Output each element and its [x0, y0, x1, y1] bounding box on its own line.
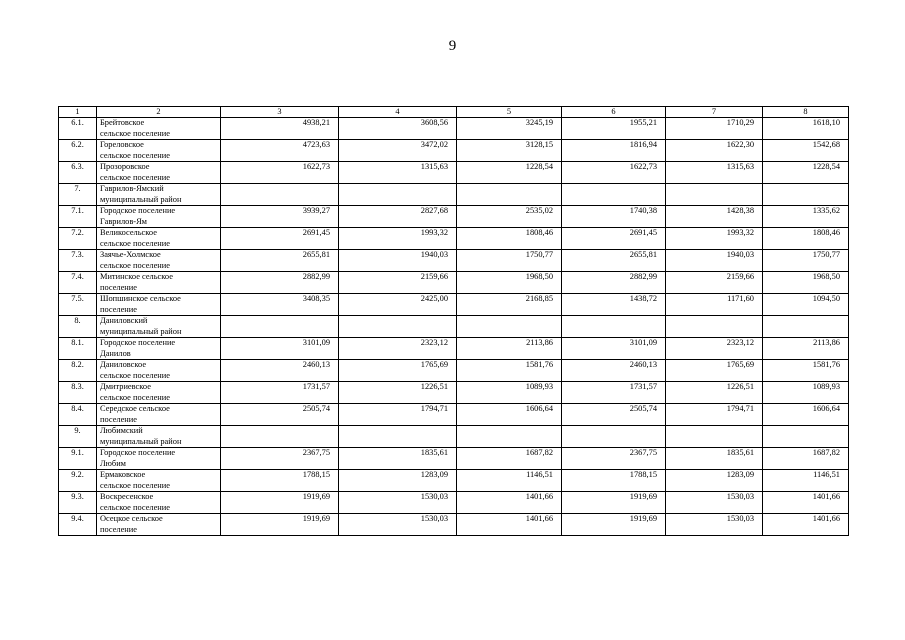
value-cell: 1283,09 [339, 470, 457, 492]
value-cell: 1089,93 [457, 382, 562, 404]
column-header: 2 [97, 107, 221, 118]
column-header: 7 [666, 107, 763, 118]
settlement-name-line: Великосельское [100, 228, 157, 237]
settlement-name-line: Прозоровское [100, 162, 150, 171]
table-row [59, 316, 849, 338]
value-cell: 2460,13 [562, 360, 666, 382]
column-header: 5 [457, 107, 562, 118]
value-cell: 1401,66 [457, 492, 562, 514]
value-cell: 1401,66 [763, 492, 849, 514]
value-cell: 2691,45 [562, 228, 666, 250]
value-cell: 1993,32 [339, 228, 457, 250]
value-cell: 1788,15 [562, 470, 666, 492]
settlement-name-line: Дмитриевское [100, 382, 151, 391]
settlement-name [97, 360, 221, 382]
value-cell: 2168,85 [457, 294, 562, 316]
settlement-name [97, 140, 221, 162]
row-number: 9.3. [59, 492, 97, 514]
settlement-name-line: Брейтовское [100, 118, 145, 127]
settlement-name-line: Городское поселение [100, 448, 176, 457]
value-cell: 1606,64 [457, 404, 562, 426]
column-header: 3 [221, 107, 339, 118]
value-cell: 1089,93 [763, 382, 849, 404]
value-cell: 2691,45 [221, 228, 339, 250]
settlement-name-line: поселение [100, 282, 137, 292]
settlement-name [97, 316, 221, 338]
value-cell: 1919,69 [562, 514, 666, 536]
value-cell: 1940,03 [666, 250, 763, 272]
settlement-name-line: Данилов [100, 348, 131, 358]
row-number: 8.4. [59, 404, 97, 426]
row-number: 7.1. [59, 206, 97, 228]
row-number: 8.3. [59, 382, 97, 404]
value-cell: 1606,64 [763, 404, 849, 426]
value-cell: 3608,56 [339, 118, 457, 140]
value-cell: 3408,35 [221, 294, 339, 316]
value-cell [562, 426, 666, 448]
value-cell: 1530,03 [666, 514, 763, 536]
row-number: 9.1. [59, 448, 97, 470]
value-cell: 1835,61 [339, 448, 457, 470]
value-cell [562, 316, 666, 338]
settlement-name-line: муниципальный район [100, 436, 182, 446]
value-cell: 1794,71 [339, 404, 457, 426]
value-cell: 1542,68 [763, 140, 849, 162]
value-cell: 1146,51 [763, 470, 849, 492]
settlement-name-line: Городское поселение [100, 338, 176, 347]
value-cell: 1731,57 [562, 382, 666, 404]
value-cell: 3128,15 [457, 140, 562, 162]
settlement-name [97, 118, 221, 140]
table-row [59, 206, 849, 228]
settlement-name [97, 228, 221, 250]
row-number: 9.2. [59, 470, 97, 492]
page-number: 9 [448, 38, 457, 54]
value-cell: 1226,51 [339, 382, 457, 404]
value-cell: 1940,03 [339, 250, 457, 272]
settlement-name-line: поселение [100, 524, 137, 534]
value-cell [221, 184, 339, 206]
value-cell: 1094,50 [763, 294, 849, 316]
value-cell: 1228,54 [763, 162, 849, 184]
value-cell: 1710,29 [666, 118, 763, 140]
value-cell [457, 184, 562, 206]
settlement-name-line: сельское поселение [100, 370, 170, 380]
value-cell: 3245,19 [457, 118, 562, 140]
row-number: 9.4. [59, 514, 97, 536]
value-cell: 1171,60 [666, 294, 763, 316]
data-table [58, 106, 849, 536]
value-cell: 1687,82 [457, 448, 562, 470]
value-cell [763, 316, 849, 338]
table-row [59, 140, 849, 162]
settlement-name-line: Ермаковское [100, 470, 146, 479]
value-cell [763, 426, 849, 448]
value-cell [763, 184, 849, 206]
row-number: 6.3. [59, 162, 97, 184]
table-row [59, 250, 849, 272]
value-cell [457, 426, 562, 448]
settlement-name [97, 492, 221, 514]
value-cell: 1788,15 [221, 470, 339, 492]
value-cell: 1750,77 [457, 250, 562, 272]
table-row [59, 514, 849, 536]
settlement-name [97, 448, 221, 470]
value-cell: 1808,46 [457, 228, 562, 250]
value-cell: 1146,51 [457, 470, 562, 492]
table-row [59, 360, 849, 382]
settlement-name [97, 470, 221, 492]
settlement-name [97, 184, 221, 206]
value-cell [339, 184, 457, 206]
value-cell: 2827,68 [339, 206, 457, 228]
value-cell: 2655,81 [221, 250, 339, 272]
settlement-name-line: Городское поселение [100, 206, 176, 215]
value-cell: 2367,75 [221, 448, 339, 470]
value-cell: 1335,62 [763, 206, 849, 228]
value-cell: 1530,03 [666, 492, 763, 514]
value-cell [666, 426, 763, 448]
settlement-name-line: Любимский [100, 426, 143, 435]
value-cell: 1622,30 [666, 140, 763, 162]
value-cell: 1835,61 [666, 448, 763, 470]
value-cell [339, 426, 457, 448]
value-cell: 1618,10 [763, 118, 849, 140]
settlement-name-line: Середское сельское [100, 404, 170, 413]
settlement-name-line: муниципальный район [100, 194, 182, 204]
value-cell [666, 184, 763, 206]
settlement-name-line: Заячье-Холмское [100, 250, 161, 259]
settlement-name-line: сельское поселение [100, 480, 170, 490]
value-cell: 1228,54 [457, 162, 562, 184]
value-cell [457, 316, 562, 338]
row-number: 8. [59, 316, 97, 338]
settlement-name [97, 272, 221, 294]
value-cell: 1919,69 [562, 492, 666, 514]
value-cell: 1765,69 [339, 360, 457, 382]
value-cell: 1438,72 [562, 294, 666, 316]
value-cell: 1315,63 [666, 162, 763, 184]
value-cell: 1816,94 [562, 140, 666, 162]
settlement-name-line: Любим [100, 458, 126, 468]
row-number: 7.4. [59, 272, 97, 294]
value-cell: 2159,66 [339, 272, 457, 294]
settlement-name-line: Митинское сельское [100, 272, 173, 281]
value-cell [221, 316, 339, 338]
settlement-name-line: Гаврилов-Ямский [100, 184, 164, 193]
value-cell: 1731,57 [221, 382, 339, 404]
settlement-name-line: сельское поселение [100, 392, 170, 402]
value-cell: 1993,32 [666, 228, 763, 250]
table-row [59, 338, 849, 360]
row-number: 7. [59, 184, 97, 206]
settlement-name [97, 162, 221, 184]
table-row [59, 382, 849, 404]
settlement-name-line: сельское поселение [100, 260, 170, 270]
settlement-name-line: Гореловское [100, 140, 144, 149]
settlement-name-line: Гаврилов-Ям [100, 216, 147, 226]
value-cell: 2882,99 [562, 272, 666, 294]
row-number: 7.3. [59, 250, 97, 272]
table-row [59, 272, 849, 294]
value-cell: 1750,77 [763, 250, 849, 272]
value-cell: 1765,69 [666, 360, 763, 382]
row-number: 6.2. [59, 140, 97, 162]
value-cell: 4938,21 [221, 118, 339, 140]
value-cell: 2113,86 [457, 338, 562, 360]
value-cell: 3939,27 [221, 206, 339, 228]
column-header: 4 [339, 107, 457, 118]
settlement-name-line: Даниловский [100, 316, 148, 325]
settlement-name [97, 338, 221, 360]
value-cell: 1968,50 [763, 272, 849, 294]
value-cell: 4723,63 [221, 140, 339, 162]
settlement-name [97, 382, 221, 404]
value-cell: 1740,38 [562, 206, 666, 228]
table-row [59, 228, 849, 250]
settlement-name-line: сельское поселение [100, 238, 170, 248]
table-row [59, 162, 849, 184]
settlement-name-line: Воскресенское [100, 492, 154, 501]
value-cell: 3101,09 [562, 338, 666, 360]
value-cell: 1919,69 [221, 492, 339, 514]
value-cell [221, 426, 339, 448]
value-cell: 1315,63 [339, 162, 457, 184]
row-number: 9. [59, 426, 97, 448]
settlement-name [97, 514, 221, 536]
settlement-name [97, 404, 221, 426]
settlement-name [97, 294, 221, 316]
column-header: 6 [562, 107, 666, 118]
value-cell: 1622,73 [221, 162, 339, 184]
settlement-name-line: Осецкое сельское [100, 514, 163, 523]
table-row [59, 118, 849, 140]
value-cell: 2535,02 [457, 206, 562, 228]
column-header: 1 [59, 107, 97, 118]
column-header: 8 [763, 107, 849, 118]
row-number: 8.1. [59, 338, 97, 360]
table-row [59, 492, 849, 514]
row-number: 8.2. [59, 360, 97, 382]
value-cell: 2882,99 [221, 272, 339, 294]
settlement-name-line: Шопшинское сельское [100, 294, 181, 303]
row-number: 7.2. [59, 228, 97, 250]
value-cell: 1581,76 [763, 360, 849, 382]
value-cell: 1955,21 [562, 118, 666, 140]
value-cell: 2323,12 [666, 338, 763, 360]
value-cell: 2159,66 [666, 272, 763, 294]
value-cell: 1794,71 [666, 404, 763, 426]
value-cell: 3472,02 [339, 140, 457, 162]
value-cell: 2425,00 [339, 294, 457, 316]
value-cell: 2505,74 [221, 404, 339, 426]
value-cell: 1919,69 [221, 514, 339, 536]
value-cell: 2655,81 [562, 250, 666, 272]
value-cell: 1581,76 [457, 360, 562, 382]
table-row [59, 404, 849, 426]
table-row [59, 470, 849, 492]
settlement-name-line: сельское поселение [100, 128, 170, 138]
value-cell [339, 316, 457, 338]
value-cell: 2505,74 [562, 404, 666, 426]
value-cell: 2113,86 [763, 338, 849, 360]
value-cell: 1401,66 [763, 514, 849, 536]
value-cell: 1968,50 [457, 272, 562, 294]
settlement-name [97, 250, 221, 272]
value-cell [666, 316, 763, 338]
table-row [59, 448, 849, 470]
value-cell: 2367,75 [562, 448, 666, 470]
value-cell: 3101,09 [221, 338, 339, 360]
row-number: 7.5. [59, 294, 97, 316]
table-row [59, 184, 849, 206]
value-cell: 1530,03 [339, 514, 457, 536]
settlement-name-line: сельское поселение [100, 150, 170, 160]
value-cell: 1401,66 [457, 514, 562, 536]
settlement-name-line: поселение [100, 304, 137, 314]
table-row [59, 426, 849, 448]
value-cell: 2460,13 [221, 360, 339, 382]
table-row [59, 294, 849, 316]
settlement-name-line: сельское поселение [100, 502, 170, 512]
settlement-name-line: муниципальный район [100, 326, 182, 336]
table-header-row [59, 107, 849, 118]
value-cell: 1808,46 [763, 228, 849, 250]
value-cell: 1687,82 [763, 448, 849, 470]
value-cell: 1428,38 [666, 206, 763, 228]
value-cell: 1283,09 [666, 470, 763, 492]
row-number: 6.1. [59, 118, 97, 140]
value-cell [562, 184, 666, 206]
value-cell: 1530,03 [339, 492, 457, 514]
settlement-name-line: Даниловское [100, 360, 147, 369]
settlement-name [97, 426, 221, 448]
value-cell: 2323,12 [339, 338, 457, 360]
value-cell: 1226,51 [666, 382, 763, 404]
settlement-name-line: поселение [100, 414, 137, 424]
settlement-name-line: сельское поселение [100, 172, 170, 182]
settlement-name [97, 206, 221, 228]
value-cell: 1622,73 [562, 162, 666, 184]
